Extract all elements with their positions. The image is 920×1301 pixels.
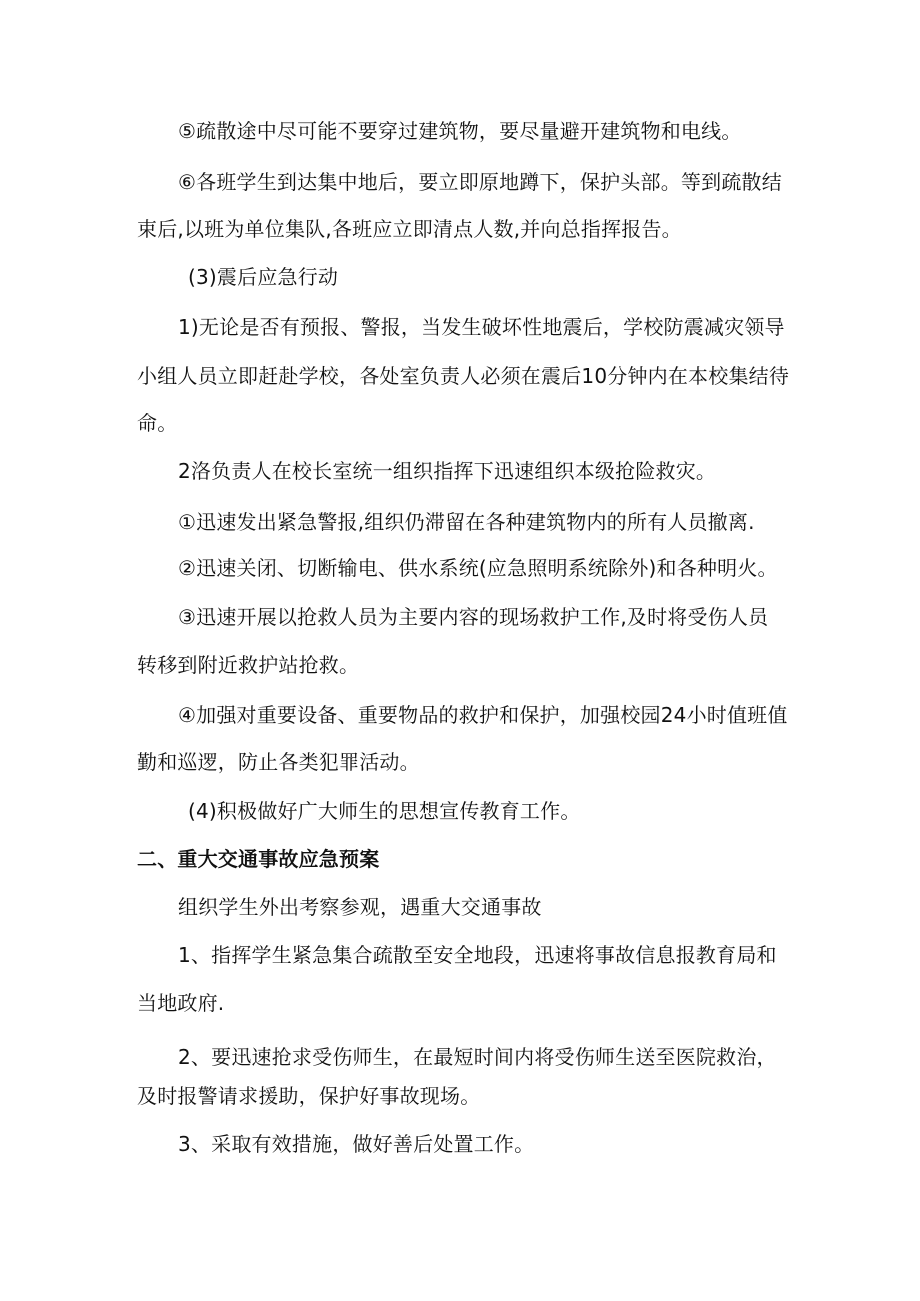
paragraph-line: 2洛负责人在校长室统一组织指挥下迅速组织本级抢险救灾。 xyxy=(178,459,717,483)
paragraph-line: ①迅速发出紧急警报,组织仍滞留在各种建筑物内的所有人员撤离. xyxy=(178,510,755,534)
paragraph-line: 当地政府. xyxy=(137,991,225,1015)
paragraph-line: ⑥各班学生到达集中地后，要立即原地蹲下，保护头部。等到疏散结 xyxy=(178,170,782,194)
section-heading: (4)积极做好广大师生的思想宣传教育工作。 xyxy=(188,799,581,823)
paragraph-line: ④加强对重要设备、重要物品的救护和保护，加强校园24小时值班值 xyxy=(178,703,788,727)
paragraph-line: 组织学生外出考察参观，遇重大交通事故 xyxy=(178,895,542,919)
paragraph-line: 束后,以班为单位集队,各班应立即清点人数,并向总指挥报告。 xyxy=(137,217,682,241)
section-heading: (3)震后应急行动 xyxy=(188,265,339,289)
paragraph-line: 勤和巡逻，防止各类犯罪活动。 xyxy=(137,750,420,774)
paragraph-line: ②迅速关闭、切断输电、供水系统(应急照明系统除外)和各种明火。 xyxy=(178,556,778,580)
paragraph-line: ③迅速开展以抢救人员为主要内容的现场救护工作,及时将受伤人员 xyxy=(178,605,769,629)
paragraph-line: 1)无论是否有预报、警报，当发生破坏性地震后，学校防震减灾领导 xyxy=(178,315,785,339)
paragraph-line: 及时报警请求援助，保护好事故现场。 xyxy=(137,1084,481,1108)
paragraph-line: 命。 xyxy=(137,411,178,435)
paragraph-line: ⑤疏散途中尽可能不要穿过建筑物，要尽量避开建筑物和电线。 xyxy=(178,119,742,143)
paragraph-line: 1、指挥学生紧急集合疏散至安全地段，迅速将事故信息报教育局和 xyxy=(178,943,777,967)
paragraph-line: 小组人员立即赶赴学校，各处室负责人必须在震后10分钟内在本校集结待 xyxy=(137,364,790,388)
paragraph-line: 转移到附近救护站抢救。 xyxy=(137,653,360,677)
paragraph-line: 2、要迅速抢求受伤师生，在最短时间内将受伤师生送至医院救治， xyxy=(178,1045,777,1069)
paragraph-line: 3、采取有效措施，做好善后处置工作。 xyxy=(178,1132,535,1156)
chapter-heading: 二、重大交通事故应急预案 xyxy=(137,847,380,871)
